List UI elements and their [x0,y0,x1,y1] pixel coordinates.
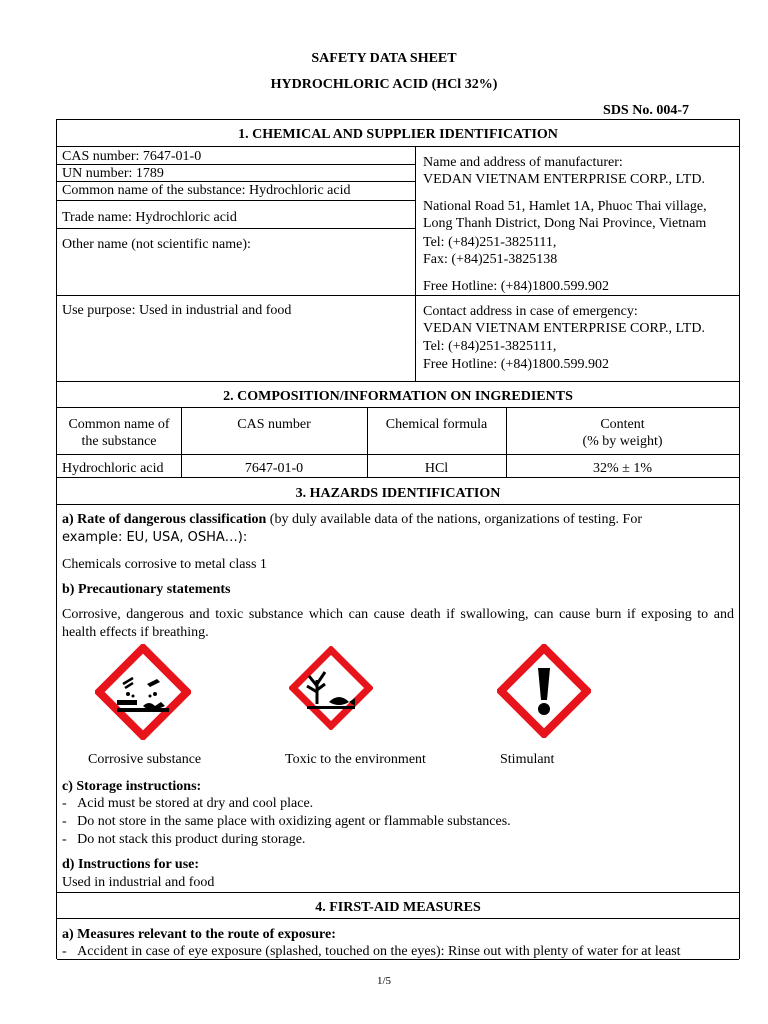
use-instructions-text: Used in industrial and food [62,875,215,890]
section-2-heading: 2. COMPOSITION/INFORMATION ON INGREDIENTS [223,389,573,404]
row-content: 32% ± 1% [592,461,652,476]
page-number: 1/5 [376,975,392,987]
storage-item: - Do not store in the same place with oxidizing agent or flammable substances. [62,814,511,829]
use-instructions-label: d) Instructions for use: [62,857,200,872]
storage-label: c) Storage instructions: [62,779,202,794]
section-3-heading: 3. HAZARDS IDENTIFICATION [295,486,501,501]
first-aid-route-label: a) Measures relevant to the route of exposure: [62,927,336,942]
row-formula: HCl [424,461,449,476]
row-cas: 7647-01-0 [244,461,304,476]
section-1-heading: 1. CHEMICAL AND SUPPLIER IDENTIFICATION [238,127,558,142]
common-name: Common name of the substance: Hydrochloric acid [62,183,351,198]
precautionary-label: b) Precautionary statements [62,582,231,597]
corrosive-pictogram-icon [95,644,191,740]
emergency-hotline: Free Hotline: (+84)1800.599.902 [423,357,609,372]
col-cas-header: CAS number [237,417,311,432]
storage-item: - Acid must be stored at dry and cool place. [62,796,314,811]
sds-number: SDS No. 004-7 [603,103,689,118]
use-purpose: Use purpose: Used in industrial and food [62,303,292,318]
classification-value: Chemicals corrosive to metal class 1 [62,557,267,572]
manufacturer-label: Name and address of manufacturer: [423,155,623,170]
precautionary-text: Corrosive, dangerous and toxic substance which can cause death if swallowing, can cause burn if exposing to and health effects if breathing. [62,607,734,640]
address-line-2: Long Thanh District, Dong Nai Province, Vietnam [423,216,707,231]
address-line-1: National Road 51, Hamlet 1A, Phuoc Thai village, [423,199,707,214]
document-subtitle: HYDROCHLORIC ACID (HCl 32%) [270,77,498,92]
storage-item: - Do not stack this product during storage. [62,832,306,847]
row-substance-name: Hydrochloric acid [62,461,164,476]
pictogram-label-environment: Toxic to the environment [285,752,426,767]
classification-paragraph: a) Rate of dangerous classification (by duly available data of the nations, organizations of testing. For example: EU, USA, OSHA…): [62,512,643,545]
first-aid-eye-item: - Accident in case of eye exposure (splashed, touched on the eyes): Rinse out with plenty of water for at least [62,944,681,959]
document-title: SAFETY DATA SHEET [311,51,457,66]
cas-number: CAS number: 7647-01-0 [62,149,202,164]
col-common-name-header: Common name of the substance [68,417,170,449]
section-4-heading: 4. FIRST-AID MEASURES [315,900,481,915]
emergency-label: Contact address in case of emergency: [423,304,638,319]
un-number: UN number: 1789 [62,166,164,181]
other-name: Other name (not scientific name): [62,237,251,252]
emergency-tel: Tel: (+84)251-3825111, [423,339,557,354]
manufacturer-fax: Fax: (+84)251-3825138 [423,252,558,267]
sds-table [56,119,740,959]
exclamation-pictogram-icon [497,644,591,738]
manufacturer-hotline: Free Hotline: (+84)1800.599.902 [423,279,609,294]
col-content-header: Content (% by weight) [582,417,663,449]
pictogram-label-corrosive: Corrosive substance [88,752,202,767]
manufacturer-name: VEDAN VIETNAM ENTERPRISE CORP., LTD. [423,172,705,187]
trade-name: Trade name: Hydrochloric acid [62,210,237,225]
environment-pictogram-icon [289,646,373,730]
pictogram-label-stimulant: Stimulant [500,752,555,767]
manufacturer-tel: Tel: (+84)251-3825111, [423,235,557,250]
col-formula-header: Chemical formula [385,417,488,432]
emergency-name: VEDAN VIETNAM ENTERPRISE CORP., LTD. [423,321,705,336]
